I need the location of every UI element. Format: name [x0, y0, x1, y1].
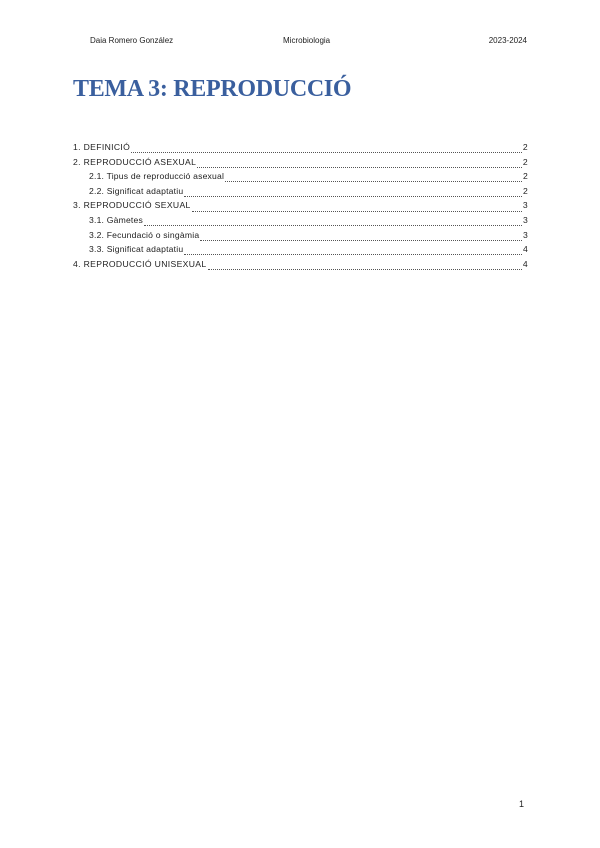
toc-entry-label: 3.2. Fecundació o singàmia [89, 229, 200, 240]
toc-entry[interactable] [73, 140, 528, 155]
toc-leader-dots [208, 260, 522, 270]
page-number: 1 [519, 799, 525, 809]
toc-leader-dots [131, 143, 522, 153]
toc-entry-page: 3 [522, 200, 528, 211]
toc-entry[interactable] [73, 213, 528, 228]
toc-entry-label: 2. REPRODUCCIÓ ASEXUAL [73, 156, 197, 167]
toc-leader-dots [184, 187, 522, 197]
toc-entry-label: 3. REPRODUCCIÓ SEXUAL [73, 200, 191, 211]
toc-leader-dots [192, 202, 522, 212]
header-year: 2023-2024 [488, 36, 527, 45]
toc-leader-dots [197, 158, 522, 168]
toc-entry[interactable] [73, 155, 528, 170]
toc-entry-page: 2 [522, 142, 528, 152]
toc-entry-page: 4 [523, 244, 528, 255]
toc-entry-page: 3 [523, 229, 528, 240]
toc-entry-page: 3 [523, 214, 528, 225]
toc-entry-label: 4. REPRODUCCIÓ UNISEXUAL [73, 258, 207, 269]
header-subject: Microbiologia [283, 36, 331, 45]
toc-leader-dots [184, 245, 522, 255]
toc-entry-page: 2 [523, 171, 528, 182]
toc-leader-dots [200, 231, 522, 241]
toc-entry[interactable] [73, 228, 528, 243]
toc-entry-label: 2.2. Significat adaptatiu [89, 185, 184, 196]
toc-entry[interactable] [73, 169, 528, 184]
toc-entry-label: 2.1. Tipus de reproducció asexual [89, 171, 225, 182]
table-of-contents [73, 140, 528, 271]
toc-entry-label: 3.1. Gàmetes [89, 214, 143, 225]
toc-entry-page: 4 [522, 258, 528, 269]
toc-entry[interactable] [73, 184, 528, 199]
toc-entry-page: 2 [522, 156, 528, 167]
toc-leader-dots [144, 216, 522, 226]
document-title: TEMA 3: REPRODUCCIÓ [73, 76, 352, 102]
toc-entry[interactable] [73, 242, 528, 257]
toc-entry[interactable] [73, 257, 528, 272]
toc-entry-label: 3.3. Significat adaptatiu [89, 244, 184, 255]
page-header [90, 36, 527, 50]
toc-entry-page: 2 [523, 185, 528, 196]
toc-entry[interactable] [73, 198, 528, 213]
header-author: Daia Romero González [90, 36, 174, 45]
toc-leader-dots [225, 172, 522, 182]
toc-entry-label: 1. DEFINICIÓ [73, 142, 131, 152]
